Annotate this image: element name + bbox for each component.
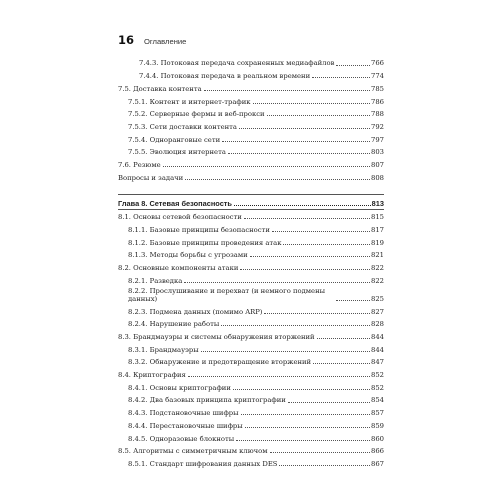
toc-page-number: 766 (371, 59, 384, 68)
dot-leader (245, 427, 370, 428)
toc-entry[interactable] (118, 158, 384, 171)
dot-leader (221, 325, 370, 326)
toc-page-number: 817 (371, 226, 384, 235)
toc-entry-title: 7.6. Резюме (118, 160, 161, 169)
toc-entry-title: 8.2. Основные компоненты атаки (118, 264, 239, 273)
dot-leader (239, 128, 370, 129)
toc-entry[interactable] (118, 431, 384, 444)
toc-entry[interactable] (118, 119, 384, 132)
toc-chapter[interactable] (118, 195, 384, 209)
toc-page-number: 821 (371, 251, 384, 260)
toc-entry[interactable] (118, 456, 384, 469)
toc-entry-title: 8.1.3. Методы борьбы с угрозами (128, 251, 248, 260)
dot-leader (204, 90, 370, 91)
toc-entry[interactable] (118, 69, 384, 82)
toc-entry-title: 7.5.1. Контент и интернет-трафик (128, 97, 251, 106)
toc-entry-title: 8.3.2. Обнаружение и предотвращение вторжений (128, 358, 312, 367)
toc-entry[interactable] (118, 330, 384, 343)
toc-entry[interactable] (118, 418, 384, 431)
toc-entry-title: 7.5.2. Серверные фермы и веб-прокси (128, 110, 265, 119)
toc-entry[interactable] (118, 342, 384, 355)
toc-entry[interactable] (118, 210, 384, 223)
toc-page-number: 867 (371, 459, 384, 468)
toc-entry[interactable] (118, 406, 384, 419)
toc-entry-title: 8.2.4. Нарушение работы (128, 320, 220, 329)
toc-page-number: 797 (371, 135, 384, 144)
dot-leader (163, 166, 370, 167)
toc-page-number: 792 (371, 122, 384, 131)
toc-page-number: 860 (371, 434, 384, 443)
toc-entry[interactable] (118, 355, 384, 368)
toc-entry-title: 7.5.5. Эволюция интернета (128, 148, 226, 157)
toc-page-number: 822 (371, 276, 384, 285)
toc-entry[interactable] (118, 304, 384, 317)
dot-leader (267, 115, 370, 116)
toc-entry-title: 7.4.4. Потоковая передача в реальном времени (139, 72, 311, 81)
toc-page-number: 788 (371, 110, 384, 119)
toc-entry-title: 8.1.1. Базовые принципы безопасности (128, 226, 270, 235)
dot-leader (233, 389, 370, 390)
toc-page-number: 803 (371, 148, 384, 157)
toc-entry[interactable] (118, 368, 384, 381)
dot-leader (222, 141, 370, 142)
toc-entry[interactable] (118, 317, 384, 330)
toc-page-number: 825 (371, 294, 384, 303)
toc-page-number: 808 (371, 173, 384, 182)
toc-entry-title: 8.2.2. Прослушивание и перехват (и немного подмены данных) (128, 286, 326, 303)
toc-entry-title: 8.4. Криптография (118, 371, 186, 380)
dot-leader (184, 282, 370, 283)
dot-leader (279, 465, 370, 466)
dot-leader (253, 103, 371, 104)
toc-page-number: 852 (371, 371, 384, 380)
dot-leader (188, 376, 370, 377)
toc-page-number: 822 (371, 264, 384, 273)
toc-entry[interactable] (118, 261, 384, 274)
toc-entry-title: Вопросы и задачи (118, 173, 184, 182)
toc-entry-title: 8.4.4. Перестановочные шифры (128, 421, 243, 430)
toc-entry-title: 8.5.1. Стандарт шифрования данных DES (128, 459, 278, 468)
dot-leader (283, 244, 370, 245)
toc-page-number: 854 (371, 396, 384, 405)
toc-page-number: 819 (371, 238, 384, 247)
toc-page-number: 852 (371, 383, 384, 392)
toc-entry[interactable] (118, 235, 384, 248)
toc-entry-title: 7.4.3. Потоковая передача сохраненных медиафайлов (139, 59, 335, 68)
toc-entry[interactable] (118, 444, 384, 457)
dot-leader (312, 77, 370, 78)
toc-entry-title: 8.3.1. Брандмауэры (128, 345, 199, 354)
dot-leader (236, 440, 370, 441)
dot-leader (250, 256, 370, 257)
toc-page-number: 859 (371, 421, 384, 430)
toc-entry-title: 7.5.4. Одноранговые сети (128, 135, 221, 144)
dot-leader (185, 179, 370, 180)
dot-leader (241, 414, 370, 415)
toc-page-number: 866 (371, 447, 384, 456)
toc-entry-title: 8.1.2. Базовые принципы проведения атак (128, 238, 282, 247)
toc-entry[interactable] (118, 286, 384, 304)
toc-page-number: 807 (371, 160, 384, 169)
toc-entry[interactable] (118, 380, 384, 393)
dot-leader (288, 402, 370, 403)
dot-leader (272, 231, 370, 232)
toc-entry-title: 8.2.3. Подмена данных (помимо ARP) (128, 307, 263, 316)
toc-page-number: 847 (371, 358, 384, 367)
dot-leader (270, 452, 370, 453)
toc-entry[interactable] (118, 393, 384, 406)
toc-entry[interactable] (118, 223, 384, 236)
page-number: 16 (118, 33, 135, 47)
chapter-gap (118, 183, 384, 192)
toc-entry[interactable] (118, 81, 384, 94)
toc-entry[interactable] (118, 107, 384, 120)
toc-entry[interactable] (118, 145, 384, 158)
dot-leader (336, 65, 370, 66)
dot-leader (336, 300, 370, 301)
toc-page-number: 844 (371, 345, 384, 354)
toc-page-number: 815 (371, 213, 384, 222)
toc-entry-title: 8.3. Брандмауэры и системы обнаружения вторжений (118, 333, 315, 342)
toc-page-number: 828 (371, 320, 384, 329)
toc-entry-title: 8.4.1. Основы криптографии (128, 383, 231, 392)
toc-entry-title: 8.4.5. Одноразовые блокноты (128, 434, 235, 443)
dot-leader (244, 218, 370, 219)
dot-leader (264, 313, 370, 314)
toc-page-number: 785 (371, 84, 384, 93)
dot-leader (234, 205, 371, 206)
toc-entry-title: 7.5. Доставка контента (118, 84, 202, 93)
running-title: Оглавление (144, 37, 187, 46)
toc-entry[interactable] (118, 132, 384, 145)
toc-entry[interactable] (118, 248, 384, 261)
dot-leader (201, 351, 370, 352)
toc-entry[interactable] (118, 56, 384, 69)
toc-entry[interactable] (118, 170, 384, 183)
toc-entry-title: 7.5.3. Сети доставки контента (128, 122, 237, 131)
toc-entry-title: 8.2.1. Разведка (128, 276, 183, 285)
page-header (118, 33, 186, 47)
dot-leader (317, 338, 370, 339)
toc-entry-title: 8.5. Алгоритмы с симметричным ключом (118, 447, 268, 456)
toc-entry[interactable] (118, 94, 384, 107)
toc-page-number: 786 (371, 97, 384, 106)
dot-leader (228, 153, 370, 154)
dot-leader (313, 363, 370, 364)
toc-page-number: 857 (371, 409, 384, 418)
toc-page-number: 813 (371, 198, 384, 208)
table-of-contents (118, 56, 384, 469)
dot-leader (240, 269, 370, 270)
toc-entry-title: 8.4.2. Два базовых принципа криптографии (128, 396, 286, 405)
toc-entry-title: 8.4.3. Подстановочные шифры (128, 409, 239, 418)
toc-page-number: 827 (371, 307, 384, 316)
toc-entry-title: Глава 8. Сетевая безопасность (118, 198, 232, 208)
toc-entry-title: 8.1. Основы сетевой безопасности (118, 213, 242, 222)
toc-page-number: 844 (371, 333, 384, 342)
toc-entry[interactable] (118, 273, 384, 286)
toc-page-number: 774 (371, 72, 384, 81)
